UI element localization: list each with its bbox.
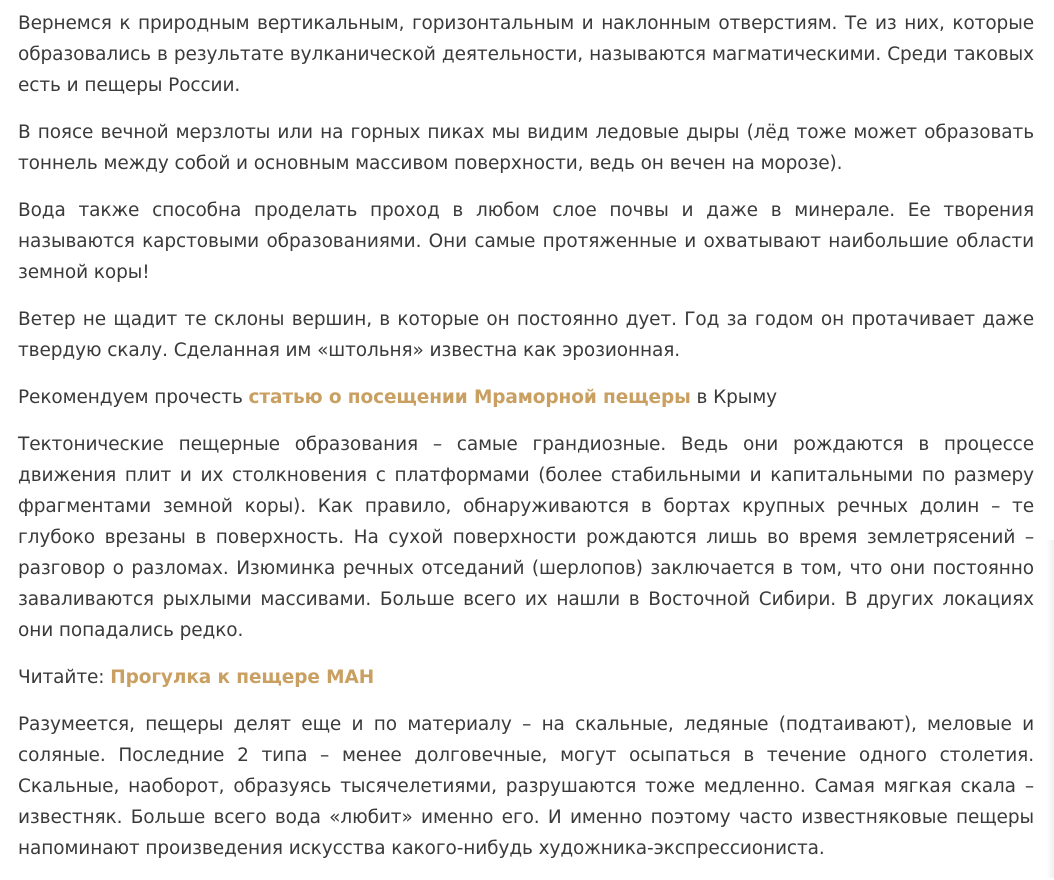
paragraph-erosion: Ветер не щадит те склоны вершин, в которые он постоянно дует. Год за годом он протачивает даже твердую скалу. Сделанная им «штольня» известна как эрозионная.: [18, 309, 1034, 361]
paragraph-volcanic: Вернемся к природным вертикальным, горизонтальным и наклонным отверстиям. Те из них, которые образовались в результате вулканической деятельности, называются магматическими. Среди таковых есть и пещеры России.: [18, 13, 1034, 96]
paragraph-tectonic: Тектонические пещерные образования – самые грандиозные. Ведь они рождаются в процессе движения плит и их столкновения с платформами (более стабильными и капитальными по размеру фрагментами земной коры). Как правило, обнаруживаются в бортах крупных речных долин – те глубоко врезаны в поверхность. На сухой поверхности рождаются лишь во время землетрясений – разговор о разломах. Изюминка речных отседаний (шерлопов) заключается в том, что они постоянно заваливаются рыхлыми массивами. Больше всего их нашли в Восточной Сибири. В других локациях они попадались редко.: [18, 434, 1034, 641]
read-prefix: Читайте:: [18, 667, 111, 688]
read-line: [18, 662, 1034, 693]
paragraph-materials: Разумеется, пещеры делят еще и по материалу – на скальные, ледяные (подтаивают), меловые и соляные. Последние 2 типа – менее долговечные, могут осыпаться в течение одного столетия. Скальные, наоборот, образуясь тысячелетиями, разрушаются тоже медленно. Самая мягкая скала – известняк. Больше всего вода «любит» именно его. И именно поэтому часто известняковые пещеры напоминают произведения искусства какого-нибудь художника-экспрессиониста.: [18, 714, 1034, 859]
paragraph-karst: Вода также способна проделать проход в любом слое почвы и даже в минерале. Ее творения называются карстовыми образованиями. Они самые протяженные и охватывают наибольшие области земной коры!: [18, 200, 1034, 283]
marble-cave-link[interactable]: статью о посещении Мраморной пещеры: [248, 387, 691, 408]
page-edge-shadow: [1046, 540, 1054, 878]
man-cave-link[interactable]: Прогулка к пещере МАН: [110, 667, 375, 688]
article-body: [18, 8, 1034, 880]
recommend-suffix: в Крыму: [690, 387, 778, 408]
recommend-prefix: Рекомендуем прочесть: [18, 387, 249, 408]
recommend-line: [18, 382, 1034, 413]
paragraph-ice: В поясе вечной мерзлоты или на горных пиках мы видим ледовые дыры (лёд тоже может образовать тоннель между собой и основным массивом поверхности, ведь он вечен на морозе).: [18, 122, 1034, 174]
